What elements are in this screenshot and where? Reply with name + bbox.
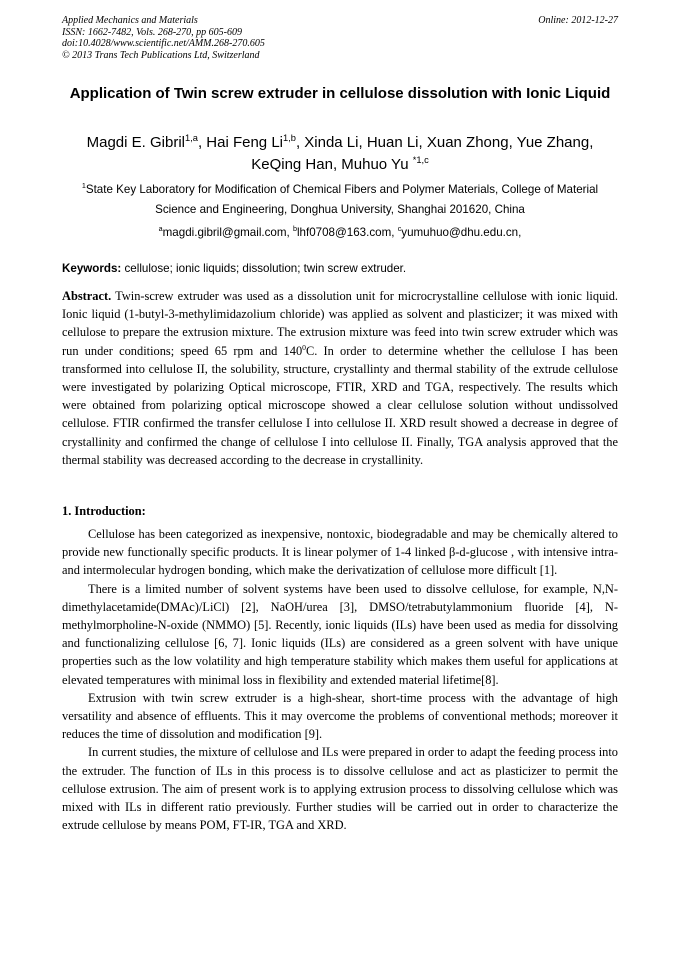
paragraph: Cellulose has been categorized as inexpensive, nontoxic, biodegradable and may be chemically altered to provide new functionally specific products. It is linear polymer of 1-4 linked β-d-glucose , with intensive intra- and intermolecular hydrogen bonding, which make the derivatization of cellulose more difficult [1]. [62, 527, 618, 578]
email-mark: a [158, 224, 163, 234]
affiliation-mark: 1 [81, 181, 86, 191]
section-heading: 1. Introduction: [62, 504, 146, 518]
paper-title: Application of Twin screw extruder in cellulose dissolution with Ionic Liquid [69, 85, 611, 102]
email-mark: c [397, 224, 402, 234]
keywords-text: cellulose; ionic liquids; dissolution; twin screw extruder. [121, 262, 407, 275]
online-date: Online: 2012-12-27 [538, 15, 618, 26]
affiliation [62, 180, 618, 220]
doi-line: doi:10.4028/www.scientific.net/AMM.268-270.605 [62, 38, 265, 49]
email-link[interactable]: lhf0708@163.com, [296, 226, 398, 239]
paragraph: There is a limited number of solvent systems have been used to dissolve cellulose, for example, N,N-dimethylacetamide(DMAc)/LiCl) [2], NaOH/urea [3], DMSO/tetrabutylammonium fluoride [4], N-methylmorpholine-N-oxide (NMMO) [5]. Recently, ionic liquids (ILs) have been used as media for dissolving and functionalizing cellulose [6, 7]. Ionic liquids (ILs) are considered as a green solvent with have unique properties such as the low volatility and high temperature stability which makes them useful for applications at elevated temperatures with minimal loss in flexibility and extended material lifetime[8]. [62, 581, 618, 687]
abstract-label: Abstract. [62, 289, 112, 303]
degree-mark: 0 [302, 342, 306, 352]
paragraph: Extrusion with twin screw extruder is a high-shear, short-time process with the advantage of high versatility and absence of effluents. This it may overcome the problems of conventional methods; moreover it reduces the time of dissolution and modification [9]. [62, 690, 618, 742]
abstract [62, 287, 618, 469]
abstract-text: Twin-screw extruder was used as a dissolution unit for microcrystalline cellulose with ionic liquid. Ionic liquid (1-butyl-3-methylimidazolium chloride) was applied as solvent and plasticizer; it was mixed with cellulose to prepare the extrusion mixture. The extrusion mixture was feed into twin screw extruder which was run under conditions; speed 65 rpm and 140 [62, 289, 618, 358]
copyright-line: © 2013 Trans Tech Publications Ltd, Switzerland [62, 49, 260, 61]
email-link[interactable]: magdi.gibril@gmail.com, [162, 226, 293, 239]
abstract-text: C. In order to determine whether the cellulose I has been transformed into cellulose II, the solubility, structure, crystallinty and thermal stability of the extrude cellulose were investigated by polarizing Optical microscope, FTIR, XRD and TGA, respectively. The results which were obtained from polarizing optical microscope showed a clear cellulose solution without undissolved cellulose. FTIR confirmed the transfer cellulose I into cellulose II. XRD result showed a decrease in degree of crystallinity and confirmed the change of cellulose I into cellulose II. Finally, TGA analysis approved that the thermal stability was decreased according to the decrease in crystallinity. [62, 343, 618, 467]
introduction-body [62, 525, 618, 834]
author-list: Magdi E. Gibril$^{1,a}$, Hai Feng Li$^{1,b}$, Xinda Li, Huan Li, Xuan Zhong, Yue Zhang, KeQing Han, Muhuo Yu $^{*1,c}$ [86, 133, 594, 173]
issn-line: ISSN: 1662-7482, Vols. 268-270, pp 605-609 [62, 26, 242, 38]
author-name: Hai Feng Li [206, 134, 283, 151]
author-names-rest: , Xinda Li, Huan Li, Xuan Zhong, Yue Zhang, [295, 134, 594, 151]
author-affiliation-mark: 1,b [283, 133, 296, 143]
journal-header [62, 15, 618, 61]
paragraph: In current studies, the mixture of cellulose and ILs were prepared in order to adapt the feeding process into the extruder. The function of ILs in this process is to dissolve cellulose and act as plasticizer to permit the cellulose extrusion. The aim of present work is to applying extrusion process to dissolving cellulose which was mixed with ILs in different ratio previously. Further studies will be carried out in order to characterize the extrude cellulose by means POM, FT-IR, TGA and XRD. [62, 745, 618, 833]
author-name: Magdi E. Gibril [86, 134, 185, 151]
email-link[interactable]: yumuhuo@dhu.edu.cn, [401, 226, 522, 239]
journal-name: Applied Mechanics and Materials [62, 15, 198, 26]
email-mark: b [292, 224, 297, 234]
keywords [62, 261, 618, 277]
corresponding-author-mark: *1,c [412, 155, 429, 165]
author-affiliation-mark: 1,a [185, 133, 198, 143]
author-names-rest: KeQing Han, Muhuo Yu [251, 156, 413, 173]
affiliation-text: State Key Laboratory for Modification of Chemical Fibers and Polymer Materials, College of Material Science and Engineering, Donghua University, Shanghai 201620, China [85, 183, 599, 216]
keywords-label: Keywords: [62, 262, 122, 275]
author-emails [62, 225, 618, 241]
